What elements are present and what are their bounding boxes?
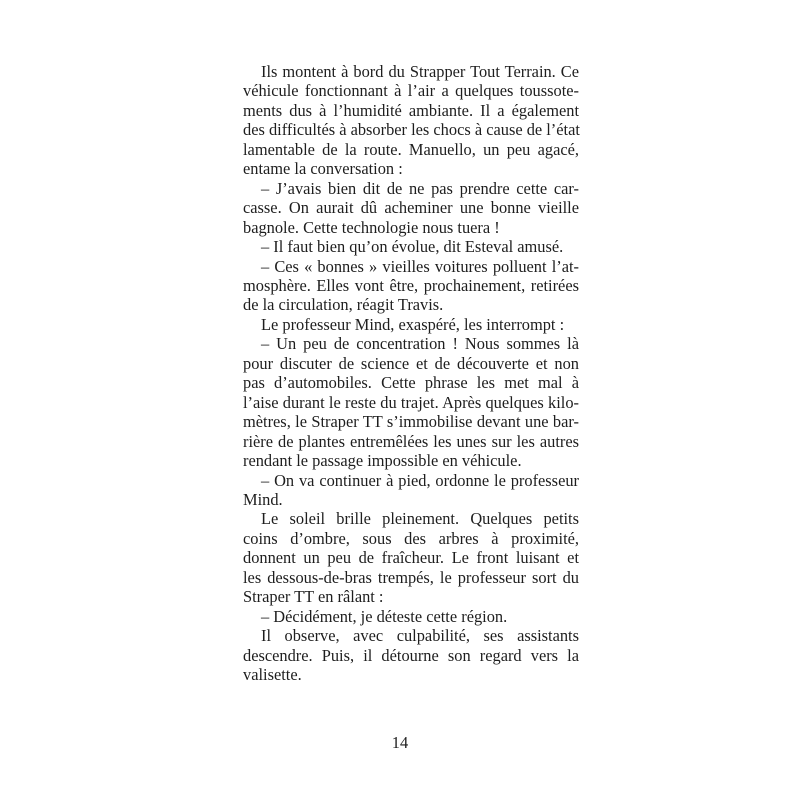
text-line: – Il faut bien qu’on évolue, dit Esteval amusé.	[261, 237, 564, 257]
text-line: bagnole. Cette technologie nous tuera !	[243, 217, 500, 237]
text-line: les dessous-de-bras trempés, le professeur sort du	[243, 567, 579, 587]
paragraph-3	[243, 237, 579, 256]
text-line: rière de plantes entremêlées les unes sur les autres	[243, 431, 579, 451]
text-line: descendre. Puis, il détourne son regard vers la	[243, 645, 579, 665]
text-line: Straper TT en râlant :	[243, 587, 384, 607]
paragraph-1	[243, 62, 579, 179]
text-line: mètres, le Straper TT s’immobilise devant une bar-	[243, 412, 579, 432]
text-line: – Ces « bonnes » vieilles voitures polluent l’at-	[261, 256, 579, 276]
text-line: ments dus à l’humidité ambiante. Il a également	[243, 100, 579, 120]
text-line: – Décidément, je déteste cette région.	[261, 606, 508, 626]
paragraph-5	[243, 315, 579, 334]
text-line: Le professeur Mind, exaspéré, les interrompt :	[261, 314, 565, 334]
text-line: – On va continuer à pied, ordonne le professeur	[261, 470, 579, 490]
text-line: l’aise durant le reste du trajet. Après quelques kilo-	[243, 392, 579, 412]
text-line: – J’avais bien dit de ne pas prendre cette car-	[261, 178, 579, 198]
text-line: Le soleil brille pleinement. Quelques petits	[261, 509, 579, 529]
text-line: des difficultés à absorber les chocs à cause de l’état	[243, 120, 580, 140]
text-line: Ils montent à bord du Strapper Tout Terrain. Ce	[261, 62, 579, 81]
text-line: – Un peu de concentration ! Nous sommes là	[261, 334, 579, 354]
text-line: valisette.	[243, 665, 302, 685]
paragraph-8	[243, 509, 579, 606]
text-line: véhicule fonctionnant à l’air a quelques toussote-	[243, 81, 579, 101]
page-number: 14	[391, 733, 409, 752]
text-line: lamentable de la route. Manuello, un peu agacé,	[243, 139, 579, 159]
paragraph-6	[243, 334, 579, 470]
text-line: Mind.	[243, 489, 283, 509]
text-line: casse. On aurait dû acheminer une bonne vieille	[243, 198, 579, 218]
text-line: entame la conversation :	[243, 159, 403, 179]
paragraph-7	[243, 471, 579, 510]
text-line: pas d’automobiles. Cette phrase les met mal à	[243, 373, 579, 393]
body-text	[243, 62, 579, 685]
text-line: rendant le passage impossible en véhicule.	[243, 451, 522, 471]
text-line: de la circulation, réagit Travis.	[243, 295, 444, 315]
paragraph-4	[243, 257, 579, 315]
text-line: pour discuter de science et de découverte et non	[243, 353, 579, 373]
paragraph-2	[243, 179, 579, 237]
paragraph-10	[243, 626, 579, 684]
text-line: Il observe, avec culpabilité, ses assistants	[261, 626, 579, 646]
paragraph-9	[243, 607, 579, 626]
text-line: mosphère. Elles vont être, prochainement, retirées	[243, 275, 579, 295]
text-line: coins d’ombre, sous des arbres à proximité,	[243, 528, 579, 548]
text-line: donnent un peu de fraîcheur. Le front luisant et	[243, 548, 579, 568]
